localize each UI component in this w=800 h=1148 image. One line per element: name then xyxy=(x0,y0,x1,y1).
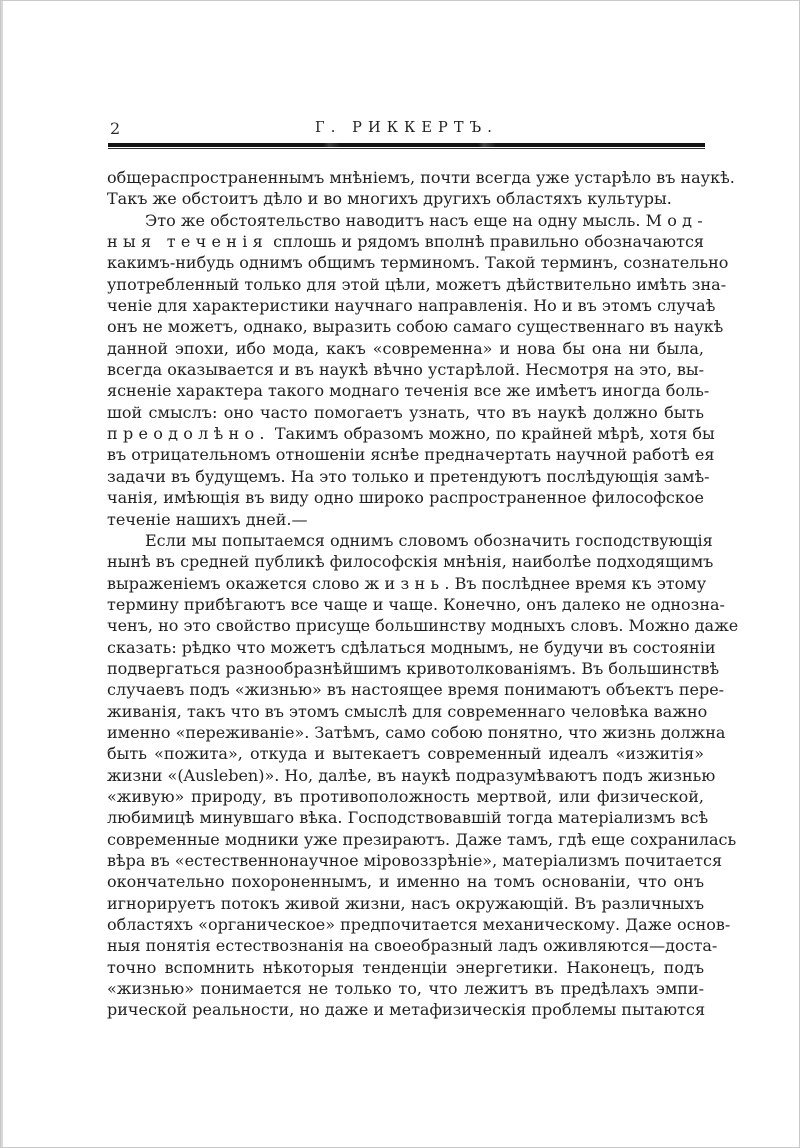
text-line xyxy=(107,509,704,530)
text-line xyxy=(107,786,704,807)
scan-edge-artifact xyxy=(1,1,3,1147)
text-segment: шой смыслъ: оно часто помогаетъ узнать, что въ наукѣ должно быть xyxy=(107,402,704,422)
emphasized-text: жизнь xyxy=(364,573,445,593)
text-segment: именно «переживаніе». Затѣмъ, само собою понятно, что жизнь должна xyxy=(107,722,726,742)
text-line xyxy=(107,871,704,892)
text-line xyxy=(107,530,713,551)
paragraph xyxy=(107,167,735,210)
text-segment: случаевъ подъ «жизнью» въ настоящее время понимаютъ объектъ пере- xyxy=(107,680,725,700)
text-line xyxy=(107,231,704,252)
text-line xyxy=(107,188,704,209)
text-segment: игнорируетъ потокъ живой жизни, насъ окружающій. Въ различныхъ xyxy=(107,893,704,913)
text-segment: быть «пожита», откуда и вытекаетъ современный идеалъ «изжитія» xyxy=(107,744,704,764)
text-block xyxy=(107,167,739,1021)
text-segment: Такимъ образомъ можно, по крайней мѣрѣ, хотя бы xyxy=(269,424,715,444)
text-segment: сплошь и рядомъ вполнѣ правильно обозначаются xyxy=(268,232,705,252)
text-line xyxy=(107,573,707,594)
text-line xyxy=(107,914,731,935)
text-segment: ясненіе характера такого моднаго теченія все же имѣетъ иногда боль- xyxy=(107,381,710,401)
text-segment: рической реальности, но даже и метафизическія проблемы пытаются xyxy=(107,1000,706,1020)
text-line xyxy=(107,444,715,465)
text-segment: въ отрицательномъ отношеніи яснѣе предначертать научной работѣ ея xyxy=(107,445,715,465)
text-segment: вѣра въ «естественнонаучное міровоззрѣніе», матеріализмъ почитается xyxy=(107,851,723,870)
text-line xyxy=(107,807,709,828)
text-line xyxy=(107,893,704,914)
text-segment: точно вспомнить нѣкоторыя тенденціи энергетики. Наконецъ, подъ xyxy=(107,957,704,977)
text-line xyxy=(107,957,704,978)
text-line xyxy=(107,679,725,700)
text-line xyxy=(107,295,716,316)
emphasized-text: Мод- xyxy=(645,210,708,230)
text-line xyxy=(107,316,724,337)
text-segment: окончательно похороненнымъ, и именно на томъ основаніи, что онъ xyxy=(107,872,704,892)
text-line xyxy=(107,615,739,636)
text-segment: живанія, такъ что въ этомъ смыслѣ для современнаго человѣка важно xyxy=(107,701,708,721)
text-segment: теченіе нашихъ дней.— xyxy=(107,509,308,529)
text-line xyxy=(107,466,710,487)
text-line xyxy=(107,829,737,850)
text-segment: всегда оказывается и въ наукѣ вѣчно устарѣлой. Несмотря на это, вы- xyxy=(107,360,705,380)
text-line xyxy=(107,594,725,615)
text-line xyxy=(107,167,735,188)
text-line xyxy=(107,701,708,722)
text-line xyxy=(107,658,720,679)
text-line xyxy=(107,722,726,743)
text-line xyxy=(107,380,710,401)
text-segment: ныя понятія естествознанія на своеобразный ладъ оживляются—доста- xyxy=(107,936,718,956)
emphasized-text: преодолѣно. xyxy=(107,424,270,444)
text-segment: областяхъ «органическое» предпочитается механическому. Даже основ- xyxy=(107,915,731,935)
text-line xyxy=(107,423,715,444)
running-header xyxy=(108,119,705,141)
text-segment: общераспространеннымъ мнѣніемъ, почти всегда уже устарѣло въ наукѣ. xyxy=(107,168,735,187)
text-segment: «жизнью» понимается не только то, что лежитъ въ предѣлахъ эмпи- xyxy=(107,979,704,999)
text-segment: выраженіемъ окажется слово xyxy=(107,573,365,593)
text-segment: Если мы попытаемся однимъ словомъ обозначить господствующія xyxy=(145,530,713,550)
text-line xyxy=(107,338,704,359)
running-title: Г. РИККЕРТЪ. xyxy=(315,120,498,136)
text-line xyxy=(107,978,704,999)
text-segment: ченіе для характеристики научнаго направленія. Но и въ этомъ случаѣ xyxy=(107,296,716,316)
text-segment: современные модники уже презираютъ. Даже тамъ, гдѣ еще сохранилась xyxy=(107,829,737,849)
text-line xyxy=(107,999,704,1020)
text-line xyxy=(107,274,727,295)
paragraph xyxy=(107,530,739,1021)
text-line xyxy=(107,743,704,764)
text-line xyxy=(107,402,704,423)
text-segment: какимъ-нибудь однимъ общимъ терминомъ. Такой терминъ, сознательно xyxy=(107,253,729,273)
text-line xyxy=(107,210,708,231)
emphasized-text: ныя теченія xyxy=(107,232,268,252)
text-line xyxy=(107,487,704,508)
text-segment: термину прибѣгаютъ все чаще и чаще. Конечно, онъ далеко не однозна- xyxy=(107,594,725,614)
text-line xyxy=(107,359,704,380)
text-segment: Это же обстоятельство наводитъ насъ еще на одну мысль. xyxy=(145,210,646,230)
text-segment: . Въ послѣднее время къ этому xyxy=(444,573,707,593)
text-segment: чанія, имѣющія въ виду одно широко распространенное философское xyxy=(107,488,704,508)
text-segment: онъ не можетъ, однако, выразить собою самаго существеннаго въ наукѣ xyxy=(107,317,724,337)
text-line xyxy=(107,850,723,871)
text-line xyxy=(107,935,718,956)
text-segment: жизни «(Ausleben)». Но, далѣе, въ наукѣ подразумѣваютъ подъ жизнью xyxy=(107,765,716,785)
text-line xyxy=(107,252,729,273)
text-segment: любимицѣ минувшаго вѣка. Господствовавшій тогда матеріализмъ всѣ xyxy=(107,808,709,828)
text-segment: данной эпохи, ибо мода, какъ «современна» и нова бы она ни была, xyxy=(107,338,704,358)
text-segment: задачи въ будущемъ. На это только и претендуютъ послѣдующія замѣ- xyxy=(107,466,710,486)
text-line xyxy=(107,765,716,786)
text-segment: употребленный только для этой цѣли, можетъ дѣйствительно имѣть зна- xyxy=(107,274,727,294)
text-segment: подвергаться разнообразнѣйшимъ кривотолкованіямъ. Въ большинствѣ xyxy=(107,658,720,678)
text-segment: ченъ, но это свойство присуще большинству модныхъ словъ. Можно даже xyxy=(107,616,739,636)
text-line xyxy=(107,637,716,658)
text-segment: нынѣ въ средней публикѣ философскія мнѣнія, наиболѣе подходящимъ xyxy=(107,552,714,572)
header-rule xyxy=(108,143,705,148)
paragraph xyxy=(107,210,729,530)
text-segment: Такъ же обстоитъ дѣло и во многихъ другихъ областяхъ культуры. xyxy=(107,189,672,209)
text-line xyxy=(107,551,714,572)
text-segment: «живую» природу, въ противоположность мертвой, или физической, xyxy=(107,786,704,806)
text-segment: сказать: рѣдко что можетъ сдѣлаться моднымъ, не будучи въ состояніи xyxy=(107,637,716,657)
page-number: 2 xyxy=(110,119,121,138)
